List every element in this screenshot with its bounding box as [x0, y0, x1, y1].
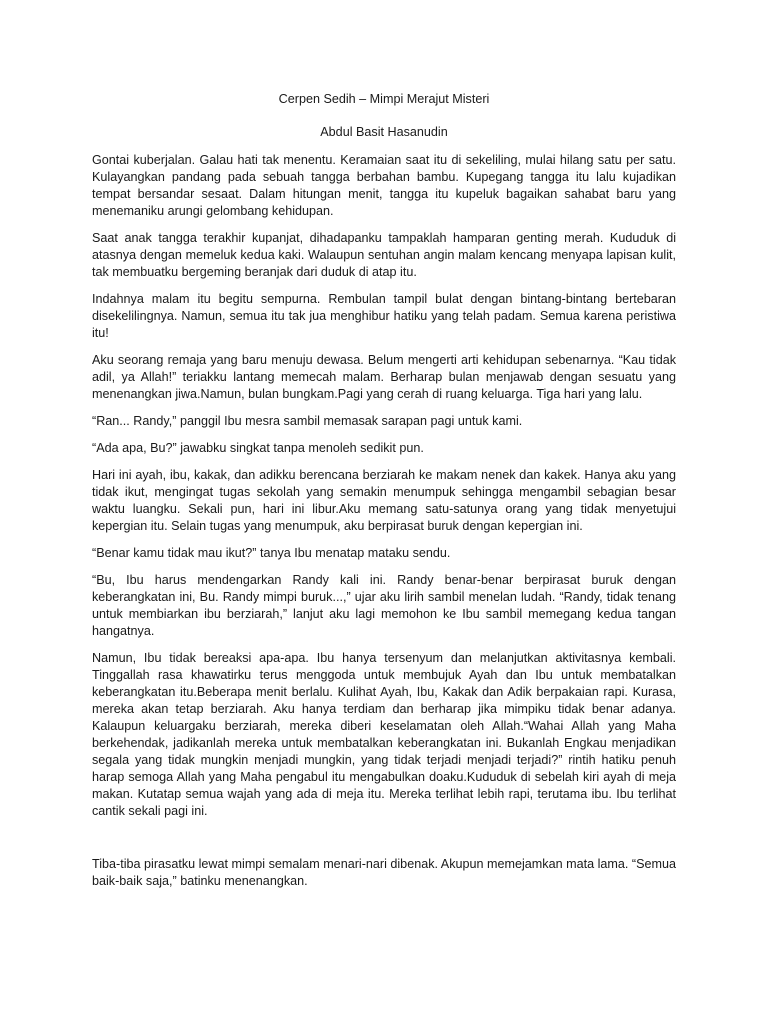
paragraph-7: Hari ini ayah, ibu, kakak, dan adikku berencana berziarah ke makam nenek dan kakek. Hanya aku yang tidak ikut, mengingat tugas sekolah yang semakin menumpuk sehingga mengambil sebagian besar waktu luangku. Sekali pun, hari ini libur.Aku memang satu-satunya orang yang tidak menyetujui kepergian itu. Selain tugas yang menumpuk, aku berpirasat buruk dengan kepergian ini. — [92, 468, 676, 533]
paragraph-9: “Bu, Ibu harus mendengarkan Randy kali ini. Randy benar-benar berpirasat buruk dengan keberangkatan ini, Bu. Randy mimpi buruk...,” ujar aku lirih sambil menelan ludah. “Randy, tidak tenang untuk membiarkan ibu berziarah,” lanjut aku lagi memohon ke Ibu sambil memegang kedua tangan hangatnya. — [92, 573, 676, 638]
paragraph-11: Tiba-tiba pirasatku lewat mimpi semalam menari-nari dibenak. Akupun memejamkan mata lama. “Semua baik-baik saja,” batinku menenangkan. — [92, 857, 676, 888]
paragraph-4: Aku seorang remaja yang baru menuju dewasa. Belum mengerti arti kehidupan sebenarnya. “Kau tidak adil, ya Allah!” teriakku lantang memecah malam. Berharap bulan menjawab dengan sesuatu yang menenangkan jiwa.Namun, bulan bungkam.Pagi yang cerah di ruang keluarga. Tiga hari yang lalu. — [92, 353, 676, 401]
paragraph-3: Indahnya malam itu begitu sempurna. Rembulan tampil bulat dengan bintang-bintang bertebaran disekelilingnya. Namun, semua itu tak jua menghibur hatiku yang telah padam. Semua karena peristiwa itu! — [92, 292, 676, 340]
paragraph-8: “Benar kamu tidak mau ikut?” tanya Ibu menatap mataku sendu. — [92, 546, 451, 560]
paragraph-5: “Ran... Randy,” panggil Ibu mesra sambil memasak sarapan pagi untuk kami. — [92, 414, 523, 428]
story-title: Cerpen Sedih – Mimpi Merajut Misteri — [278, 92, 490, 106]
paragraph-2: Saat anak tangga terakhir kupanjat, dihadapanku tampaklah hamparan genting merah. Kududuk di atasnya dengan memeluk kedua kaki. Walaupun sentuhan angin malam kencang menyapa lapisan kulit, tak membuatku bergeming beranjak dari duduk di atap itu. — [92, 231, 676, 279]
paragraph-1: Gontai kuberjalan. Galau hati tak menentu. Keramaian saat itu di sekeliling, mulai hilang satu per satu. Kulayangkan pandang pada sebuah tangga berbahan bambu. Kupegang tangga itu lalu kujadikan tempat bersandar sesaat. Dalam hitungan menit, tangga itu kupeluk bagaikan sahabat baru yang menemaniku arungi gelombang kehidupan. — [92, 153, 676, 218]
paragraph-10: Namun, Ibu tidak bereaksi apa-apa. Ibu hanya tersenyum dan melanjutkan aktivitasnya kembali. Tinggallah rasa khawatirku terus menggoda untuk membujuk Ayah dan Ibu untuk membatalkan keberangkatan itu.Beberapa menit berlalu. Kulihat Ayah, Ibu, Kakak dan Adik berpakaian rapi. Kurasa, mereka akan tetap berziarah. Aku hanya terdiam dan berharap jika mimpiku tidak benar adanya. Kalaupun keluargaku berziarah, mereka diberi keselamatan oleh Allah.“Wahai Allah yang Maha berkehendak, jadikanlah mereka untuk membatalkan keberangkatan ini. Bukanlah Engkau menjadikan segala yang tidak mungkin menjadi mungkin, yang tidak terjadi menjadi terjadi?” rintih hatiku penuh harap semoga Allah yang Maha pengabul itu mengabulkan doaku.Kududuk di sebelah kiri ayah di meja makan. Kutatap semua wajah yang ada di meja itu. Mereka terlihat lebih rapi, terutama ibu. Ibu terlihat cantik sekali pagi ini. — [92, 651, 676, 818]
story-author: Abdul Basit Hasanudin — [320, 125, 448, 139]
paragraph-6: “Ada apa, Bu?” jawabku singkat tanpa menoleh sedikit pun. — [92, 441, 424, 455]
